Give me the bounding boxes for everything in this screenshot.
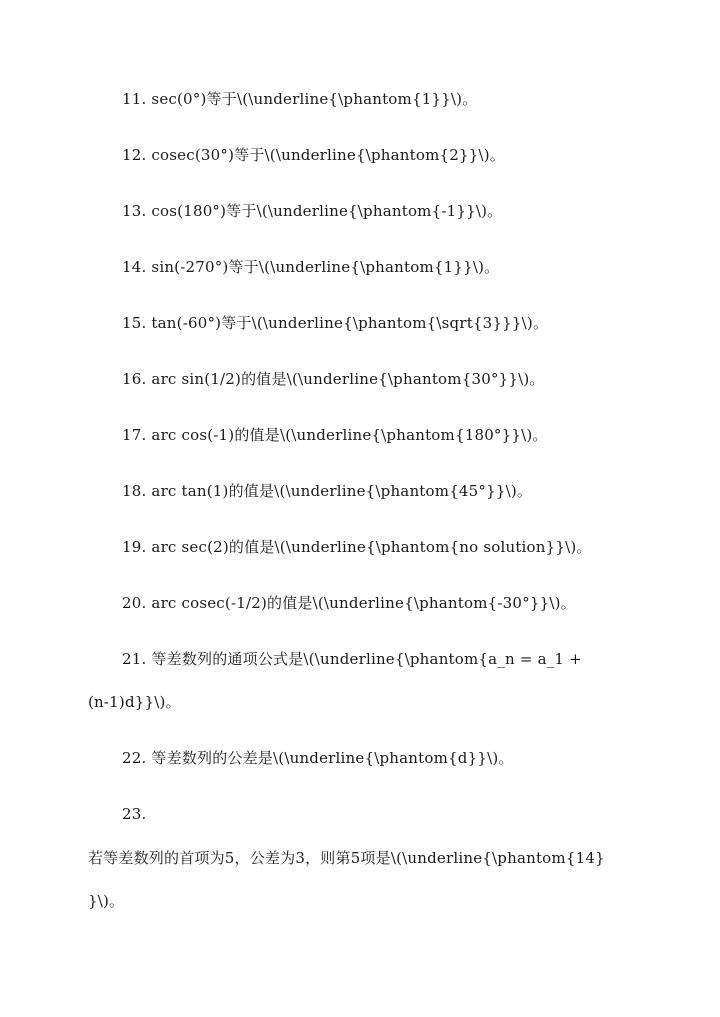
question-18: 18. arc tan(1)的值是\(\underline{\phantom{45°}}\)。 — [122, 482, 533, 500]
question-12: 12. cosec(30°)等于\(\underline{\phantom{2}}\)。 — [122, 146, 506, 164]
question-19: 19. arc sec(2)的值是\(\underline{\phantom{no solution}}\)。 — [122, 538, 592, 556]
question-21-continued: (n-1)d}}\)。 — [88, 693, 181, 711]
question-23-continued: }\)。 — [88, 892, 125, 910]
question-11: 11. sec(0°)等于\(\underline{\phantom{1}}\)。 — [122, 90, 478, 108]
question-13: 13. cos(180°)等于\(\underline{\phantom{-1}}\)。 — [122, 202, 503, 220]
question-21: 21. 等差数列的通项公式是\(\underline{\phantom{a_n = a_1 + — [122, 650, 582, 668]
question-23: 若等差数列的首项为5，公差为3，则第5项是\(\underline{\phantom{14} — [88, 849, 605, 867]
question-23-number: 23. — [122, 805, 147, 823]
question-20: 20. arc cosec(-1/2)的值是\(\underline{\phantom{-30°}}\)。 — [122, 594, 576, 612]
question-17: 17. arc cos(-1)的值是\(\underline{\phantom{180°}}\)。 — [122, 426, 548, 444]
question-16: 16. arc sin(1/2)的值是\(\underline{\phantom{30°}}\)。 — [122, 370, 545, 388]
question-14: 14. sin(-270°)等于\(\underline{\phantom{1}}\)。 — [122, 258, 500, 276]
question-15: 15. tan(-60°)等于\(\underline{\phantom{\sqrt{3}}}\)。 — [122, 314, 549, 332]
question-22: 22. 等差数列的公差是\(\underline{\phantom{d}}\)。 — [122, 749, 514, 767]
